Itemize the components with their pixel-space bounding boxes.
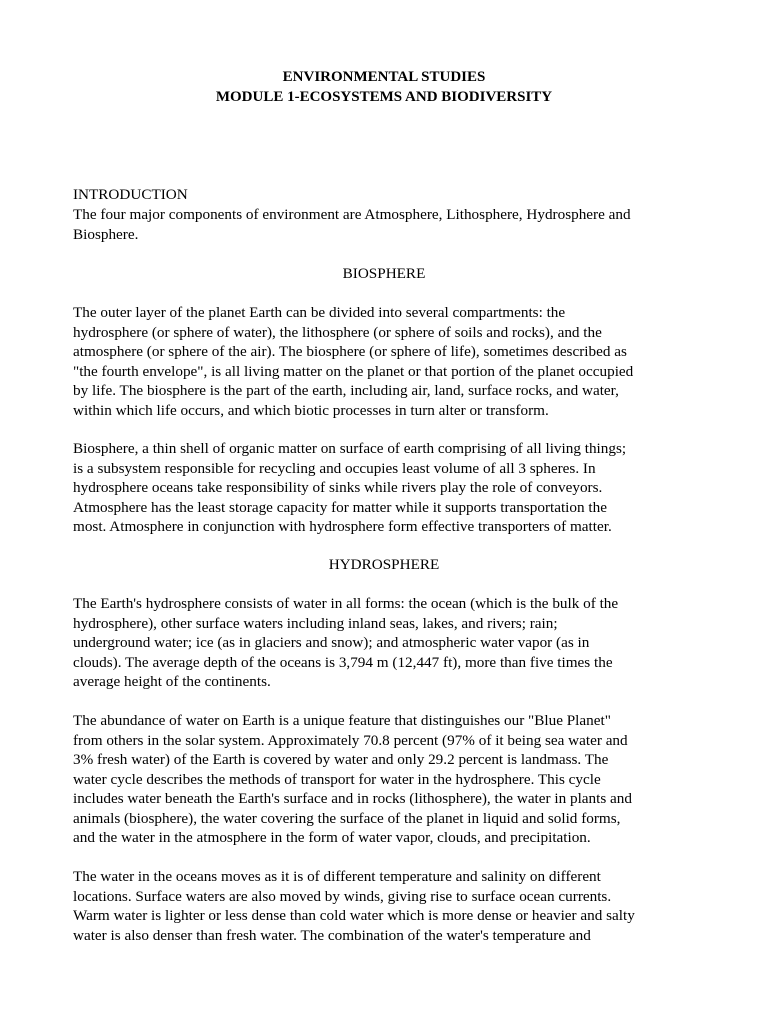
- text-line: clouds). The average depth of the oceans is 3,794 m (12,447 ft), more than five times the: [73, 653, 613, 671]
- text-line: "the fourth envelope", is all living matter on the planet or that portion of the planet occupied: [73, 362, 634, 380]
- text-line: The outer layer of the planet Earth can be divided into several compartments: the: [73, 304, 566, 321]
- text-line: underground water; ice (as in glaciers and snow); and atmospheric water vapor (as in: [73, 634, 590, 651]
- text-line: The water in the oceans moves as it is of different temperature and salinity on different: [73, 868, 601, 885]
- text-line: water is also denser than fresh water. The combination of the water's temperature and: [73, 926, 591, 944]
- text-line: most. Atmosphere in conjunction with hydrosphere form effective transporters of matter.: [73, 518, 612, 535]
- module-title: MODULE 1-ECOSYSTEMS AND BIODIVERSITY: [215, 89, 553, 105]
- document-title: ENVIRONMENTAL STUDIES: [282, 69, 486, 85]
- text-line: Atmosphere has the least storage capacity for matter while it supports transportation the: [73, 498, 607, 516]
- text-line: Warm water is lighter or less dense than cold water which is more dense or heavier and salty: [73, 907, 635, 924]
- text-line: within which life occurs, and which biotic processes in turn alter or transform.: [73, 401, 549, 419]
- text-line: Biosphere.: [73, 225, 139, 243]
- hydrosphere-paragraph-3: [73, 867, 698, 945]
- text-line: Biosphere, a thin shell of organic matter on surface of earth comprising of all living things;: [73, 440, 627, 457]
- hydrosphere-paragraph-2: [73, 711, 698, 848]
- text-line: from others in the solar system. Approximately 70.8 percent (97% of it being sea water and: [73, 731, 628, 749]
- text-line: hydrosphere (or sphere of water), the lithosphere (or sphere of soils and rocks), and the: [73, 323, 602, 341]
- biosphere-heading: BIOSPHERE: [342, 265, 426, 282]
- text-line: atmosphere (or sphere of the air). The biosphere (or sphere of life), sometimes described as: [73, 343, 627, 360]
- text-line: hydrosphere), other surface waters including inland seas, lakes, and rivers; rain;: [73, 614, 558, 632]
- text-line: by life. The biosphere is the part of the earth, including air, land, surface rocks, and water,: [73, 382, 619, 399]
- introduction-heading: INTRODUCTION: [73, 186, 188, 203]
- hydrosphere-heading: HYDROSPHERE: [328, 556, 440, 573]
- text-line: 3% fresh water) of the Earth is covered by water and only 29.2 percent is landmass. The: [73, 751, 609, 768]
- text-line: locations. Surface waters are also moved by winds, giving rise to surface ocean currents.: [73, 887, 612, 905]
- introduction-paragraph: [73, 205, 698, 244]
- text-line: The abundance of water on Earth is a unique feature that distinguishes our "Blue Planet": [73, 712, 611, 729]
- hydrosphere-paragraph-1: [73, 594, 698, 692]
- text-line: water cycle describes the methods of transport for water in the hydrosphere. This cycle: [73, 770, 601, 788]
- text-line: includes water beneath the Earth's surface and in rocks (lithosphere), the water in plants and: [73, 790, 632, 807]
- text-line: is a subsystem responsible for recycling and occupies least volume of all 3 spheres. In: [73, 459, 596, 477]
- text-line: animals (biosphere), the water covering the surface of the planet in liquid and solid forms,: [73, 809, 621, 827]
- text-line: The Earth's hydrosphere consists of water in all forms: the ocean (which is the bulk of the: [73, 595, 619, 612]
- text-line: average height of the continents.: [73, 673, 271, 690]
- biosphere-paragraph-2: [73, 439, 698, 537]
- text-line: The four major components of environment are Atmosphere, Lithosphere, Hydrosphere and: [73, 206, 631, 223]
- biosphere-paragraph-1: [73, 303, 698, 420]
- text-line: and the water in the atmosphere in the form of water vapor, clouds, and precipitation.: [73, 829, 591, 846]
- text-line: hydrosphere oceans take responsibility of sinks while rivers play the role of conveyors.: [73, 479, 603, 496]
